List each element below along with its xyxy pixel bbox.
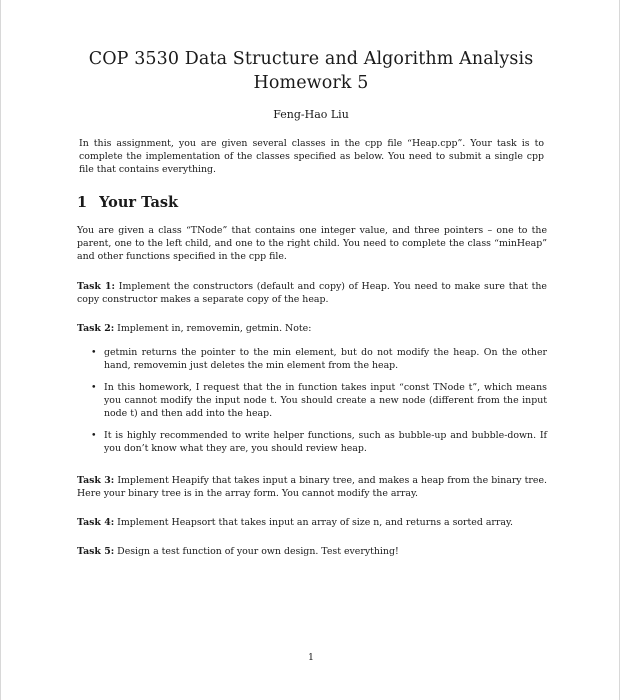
bullet-icon: •	[91, 382, 97, 393]
list-item	[89, 381, 547, 420]
list-item	[89, 346, 547, 372]
section-description: You are given a class “TNode” that contains one integer value, and three pointers – one to the parent, one to the left child, and one to the right child. You need to complete the class “minHeap” and other functions specified in the cpp file.	[77, 225, 547, 262]
task-text: Implement in, removemin, getmin. Note:	[117, 323, 312, 334]
note-text: In this homework, I request that the in function takes input “const TNode t”, which means you cannot modify the input node t. You should create a new node (different from the input node t) and then add into the heap.	[104, 382, 547, 419]
task-text: Design a test function of your own design. Test everything!	[117, 546, 399, 557]
section-heading	[77, 194, 178, 211]
task-text: Implement Heapsort that takes input an array of size n, and returns a sorted array.	[117, 517, 513, 528]
task-text: Implement Heapify that takes input a binary tree, and makes a heap from the binary tree. Here your binary tree is in the array form. You cannot modify the array.	[77, 475, 547, 499]
task-label: Task 5:	[77, 546, 115, 557]
homework-title: Homework 5	[253, 73, 369, 93]
note-text: getmin returns the pointer to the min element, but do not modify the heap. On the other hand, removemin just deletes the min element from the heap.	[104, 347, 547, 371]
note-text: It is highly recommended to write helper functions, such as bubble-up and bubble-down. If you don’t know what they are, you should review heap.	[104, 430, 547, 454]
task-label: Task 3:	[77, 475, 115, 486]
title-block	[1, 47, 620, 95]
task-1	[77, 280, 547, 306]
task-text: Implement the constructors (default and copy) of Heap. You need to make sure that the copy constructor makes a separate copy of the heap.	[77, 281, 547, 305]
bullet-icon: •	[91, 347, 97, 358]
task-5	[77, 545, 547, 558]
task-2-notes	[89, 346, 547, 464]
list-item	[89, 429, 547, 455]
section-title: Your Task	[99, 194, 179, 211]
author-name: Feng-Hao Liu	[273, 108, 349, 121]
task-2	[77, 322, 547, 335]
task-4	[77, 516, 547, 529]
bullet-icon: •	[91, 430, 97, 441]
intro-paragraph: In this assignment, you are given several classes in the cpp file “Heap.cpp”. Your task is to complete the implementation of the classes specified as below. You need to submit a single cpp file that contains everything.	[79, 138, 544, 175]
task-3	[77, 474, 547, 500]
task-label: Task 4:	[77, 517, 115, 528]
task-label: Task 1:	[77, 281, 115, 292]
course-title: COP 3530 Data Structure and Algorithm Analysis	[88, 49, 534, 69]
section-number: 1	[77, 194, 88, 211]
page-number: 1	[308, 652, 314, 663]
task-label: Task 2:	[77, 323, 115, 334]
